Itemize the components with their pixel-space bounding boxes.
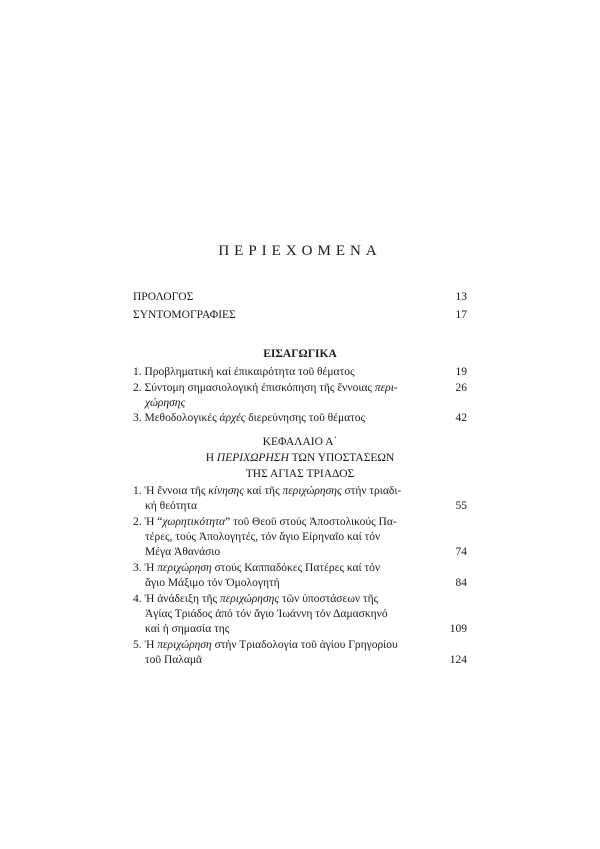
- toc-entry: 1. Ἡ ἔννοια τῆς κίνησης καί τῆς περιχώρησης στήν τριαδι-: [133, 485, 402, 497]
- toc-entry: 3. Ἡ περιχώρηση στούς Καππαδόκες Πατέρες καί τόν: [133, 562, 381, 574]
- entry-page: 17: [455, 309, 467, 321]
- section-heading-intro: ΕΙΣΑΓΩΓΙΚΑ: [263, 348, 337, 360]
- chapter-title-line2: ΤΗΣ ΑΓΙΑΣ ΤΡΙΑΔΟΣ: [245, 468, 355, 480]
- toc-entry-continuation: τοῦ Παλαμᾶ 124: [145, 654, 467, 666]
- page-title: ΠΕΡΙΕΧΟΜΕΝΑ: [218, 243, 382, 259]
- entry-page: 109: [449, 623, 467, 635]
- entry-page: 13: [455, 291, 467, 303]
- entry-page: 26: [455, 382, 467, 394]
- toc-entry: 3. Μεθοδολογικές ἀρχές διερεύνησης τοῦ θέματος 42: [133, 412, 467, 424]
- entry-label: ΠΡΟΛΟΓΟΣ: [133, 291, 194, 303]
- toc-entry: 2. Σύντομη σημασιολογική ἐπισκόπηση τῆς ἔννοιας περι- 26: [133, 382, 467, 394]
- entry-page: 19: [455, 366, 467, 378]
- toc-entry: 4. Ἡ ἀνάδειξη τῆς περιχώρησης τῶν ὑποστάσεων τῆς: [133, 593, 379, 605]
- toc-entry-continuation: κή θεότητα 55: [145, 500, 467, 512]
- entry-page: 124: [449, 654, 467, 666]
- toc-entry-prologue: [133, 289, 467, 305]
- entry-page: 74: [455, 546, 467, 558]
- toc-entry-continuation: ἅγιο Μάξιμο τόν Ὁμολογητή 84: [145, 577, 467, 589]
- chapter-label: ΚΕΦΑΛΑΙΟ Α΄: [262, 436, 338, 448]
- toc-entry-continuation: Ἁγίας Τριάδος ἀπό τόν ἅγιο Ἰωάννη τόν Δαμασκηνό: [145, 608, 388, 620]
- entry-page: 55: [455, 500, 467, 512]
- toc-entry-continuation: καί ἡ σημασία της 109: [145, 623, 467, 635]
- toc-entry-continuation: χώρησης: [145, 397, 186, 409]
- chapter-title: Η ΠΕΡΙΧΩΡΗΣΗ ΤΩΝ ΥΠΟΣΤΑΣΕΩΝ: [205, 452, 395, 464]
- toc-entry: 5. Ἡ περιχώρηση στήν Τριαδολογία τοῦ ἁγίου Γρηγορίου: [133, 639, 398, 651]
- toc-entry: 2. Ἡ “χωρητικότητα” τοῦ Θεοῦ στούς Ἀποστολικούς Πα-: [133, 516, 397, 528]
- entry-page: 84: [455, 577, 467, 589]
- toc-entry: 1. Προβληματική καί ἐπικαιρότητα τοῦ θέματος 19: [133, 366, 467, 378]
- entry-label: ΣΥΝΤΟΜΟΓΡΑΦΙΕΣ: [133, 309, 236, 321]
- toc-entry-abbreviations: [133, 307, 467, 323]
- entry-page: 42: [455, 412, 467, 424]
- toc-entry-continuation: τέρες, τούς Ἀπολογητές, τόν ἅγιο Εἰρηναῖο καί τόν: [145, 531, 381, 543]
- toc-entry-continuation: Μέγα Ἀθανάσιο 74: [145, 546, 467, 558]
